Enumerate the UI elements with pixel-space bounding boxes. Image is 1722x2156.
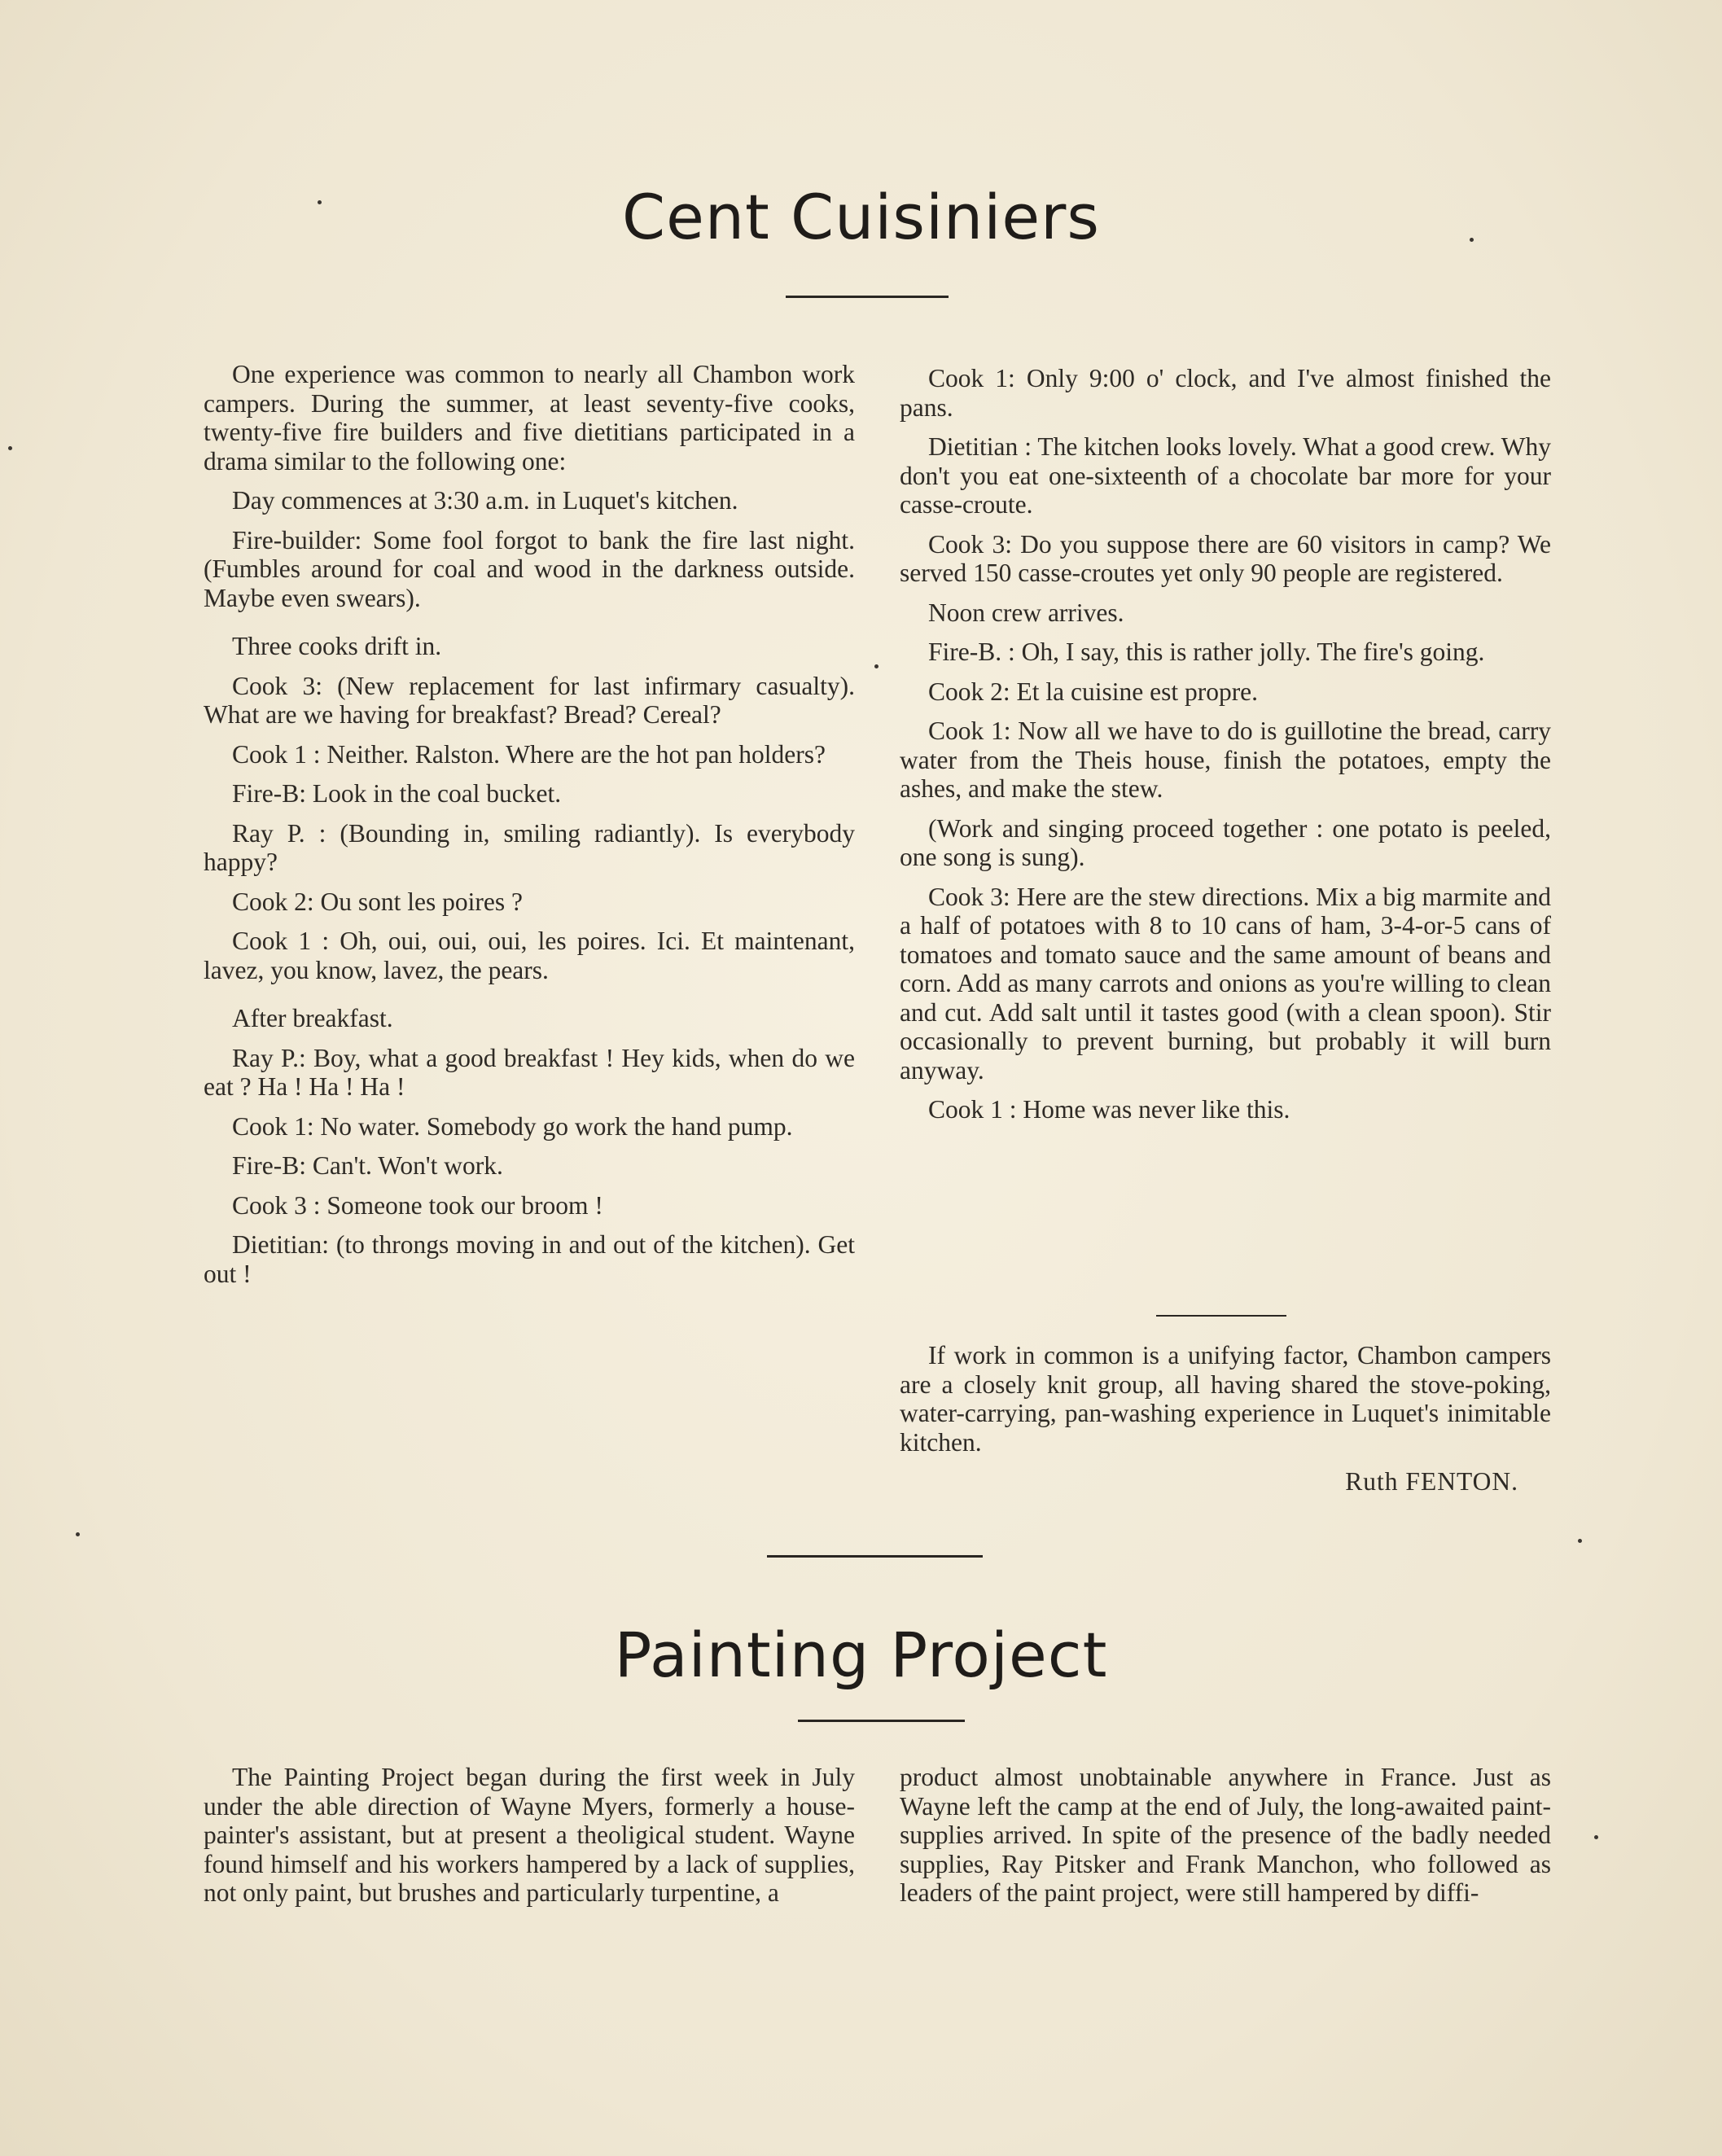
section-divider [1156,1315,1286,1317]
title-underline [786,296,949,298]
paper-speck [1594,1835,1598,1839]
paragraph: Fire-B: Look in the coal bucket. [232,779,562,808]
article-right-column [900,364,1551,1135]
paper-speck [8,446,12,450]
paragraph: Dietitian : The kitchen looks lovely. What a good crew. Why don't you eat one-sixteenth of a chocolate bar more for your casse-croute. [900,432,1551,519]
paragraph: Cook 1: No water. Somebody go work the hand pump. [232,1111,793,1141]
paragraph: Cook 2: Et la cuisine est propre. [928,677,1259,706]
paragraph: product almost unobtainable anywhere in France. Just as Wayne left the camp at the end of July, the long-awaited paint-supplies arrived. In spite of the presence of the badly needed supplies, Ray Pitsker and Frank Manchon, who followed as leaders of the paint project, were still hampered by diffi- [900,1763,1551,1907]
paragraph: Fire-B: Can't. Won't work. [232,1151,503,1180]
paragraph: Cook 1 : Neither. Ralston. Where are the hot pan holders? [232,739,826,769]
paragraph: (Work and singing proceed together : one potato is peeled, one song is sung). [900,813,1551,871]
paper-speck [874,664,879,668]
paragraph: Fire-builder: Some fool forgot to bank the fire last night. (Fumbles around for coal and wood in the darkness outside. Maybe even swears). [204,525,855,612]
paragraph: Noon crew arrives. [928,598,1124,627]
article-left-column [204,1763,855,1918]
paragraph: Cook 3: Here are the stew directions. Mix a big marmite and a half of potatoes with 8 to 10 cans of ham, 3-4-or-5 cans of tomatoes and tomato sauce and the same amount of beans and corn. Add as many carrots and onions as you're willing to clean and cut. Add salt until it tastes good (with a clean spoon). Stir occasionally to prevent burning, but probably it will burn anyway. [900,882,1551,1085]
paper-speck [1578,1539,1582,1543]
paragraph: Cook 1: Only 9:00 o' clock, and I've almost finished the pans. [900,364,1551,422]
article-closing [900,1341,1551,1507]
title-underline [798,1720,965,1722]
article-left-column [204,360,855,1299]
article-right-column [900,1763,1551,1918]
paper-speck [318,200,322,204]
paragraph: Cook 3: Do you suppose there are 60 visitors in camp? We served 150 casse-croutes yet only 90 people are registered. [900,529,1551,587]
paragraph: Cook 3 : Someone took our broom ! [232,1190,603,1220]
paragraph: After breakfast. [232,1004,393,1032]
paragraph: Cook 1: Now all we have to do is guillotine the bread, carry water from the Theis house, finish the potatoes, empty the ashes, and make the stew. [900,716,1551,803]
paragraph: Cook 1 : Oh, oui, oui, oui, les poires. Ici. Et maintenant, lavez, you know, lavez, the pears. [204,927,855,984]
paper-speck [76,1532,80,1536]
article-title: Cent Cuisiniers [622,181,1100,253]
paragraph: Day commences at 3:30 a.m. in Luquet's kitchen. [232,486,738,515]
paragraph: Dietitian: (to throngs moving in and out of the kitchen). Get out ! [204,1230,855,1288]
closing-paragraph: If work in common is a unifying factor, Chambon campers are a closely knit group, all having shared the stove-poking, water-carrying, pan-washing experience in Luquet's inimitable kitchen. [900,1341,1551,1457]
article-title: Painting Project [614,1619,1108,1691]
paragraph: The Painting Project began during the first week in July under the able direction of Wayne Myers, formerly a house-painter's assistant, but at present a theoligical student. Wayne found himself and his workers hampered by a lack of supplies, not only paint, but brushes and particularly turpentine, a [204,1763,855,1907]
paragraph: Three cooks drift in. [232,632,442,660]
paragraph: Ray P.: Boy, what a good breakfast ! Hey kids, when do we eat ? Ha ! Ha ! Ha ! [204,1043,855,1101]
article-separator [767,1555,983,1558]
author-signature: Ruth FENTON. [1345,1467,1518,1496]
paper-speck [1470,238,1474,242]
paragraph: One experience was common to nearly all Chambon work campers. During the summer, at least seventy-five cooks, twenty-five fire builders and five dietitians participated in a drama similar to the following one: [204,360,855,475]
paragraph: Fire-B. : Oh, I say, this is rather jolly. The fire's going. [928,638,1485,666]
paragraph: Cook 1 : Home was never like this. [928,1095,1290,1124]
paragraph: Cook 3: (New replacement for last infirmary casualty). What are we having for breakfast? Bread? Cereal? [204,671,855,729]
paragraph: Cook 2: Ou sont les poires ? [232,887,523,916]
paragraph: Ray P. : (Bounding in, smiling radiantly). Is everybody happy? [204,818,855,876]
